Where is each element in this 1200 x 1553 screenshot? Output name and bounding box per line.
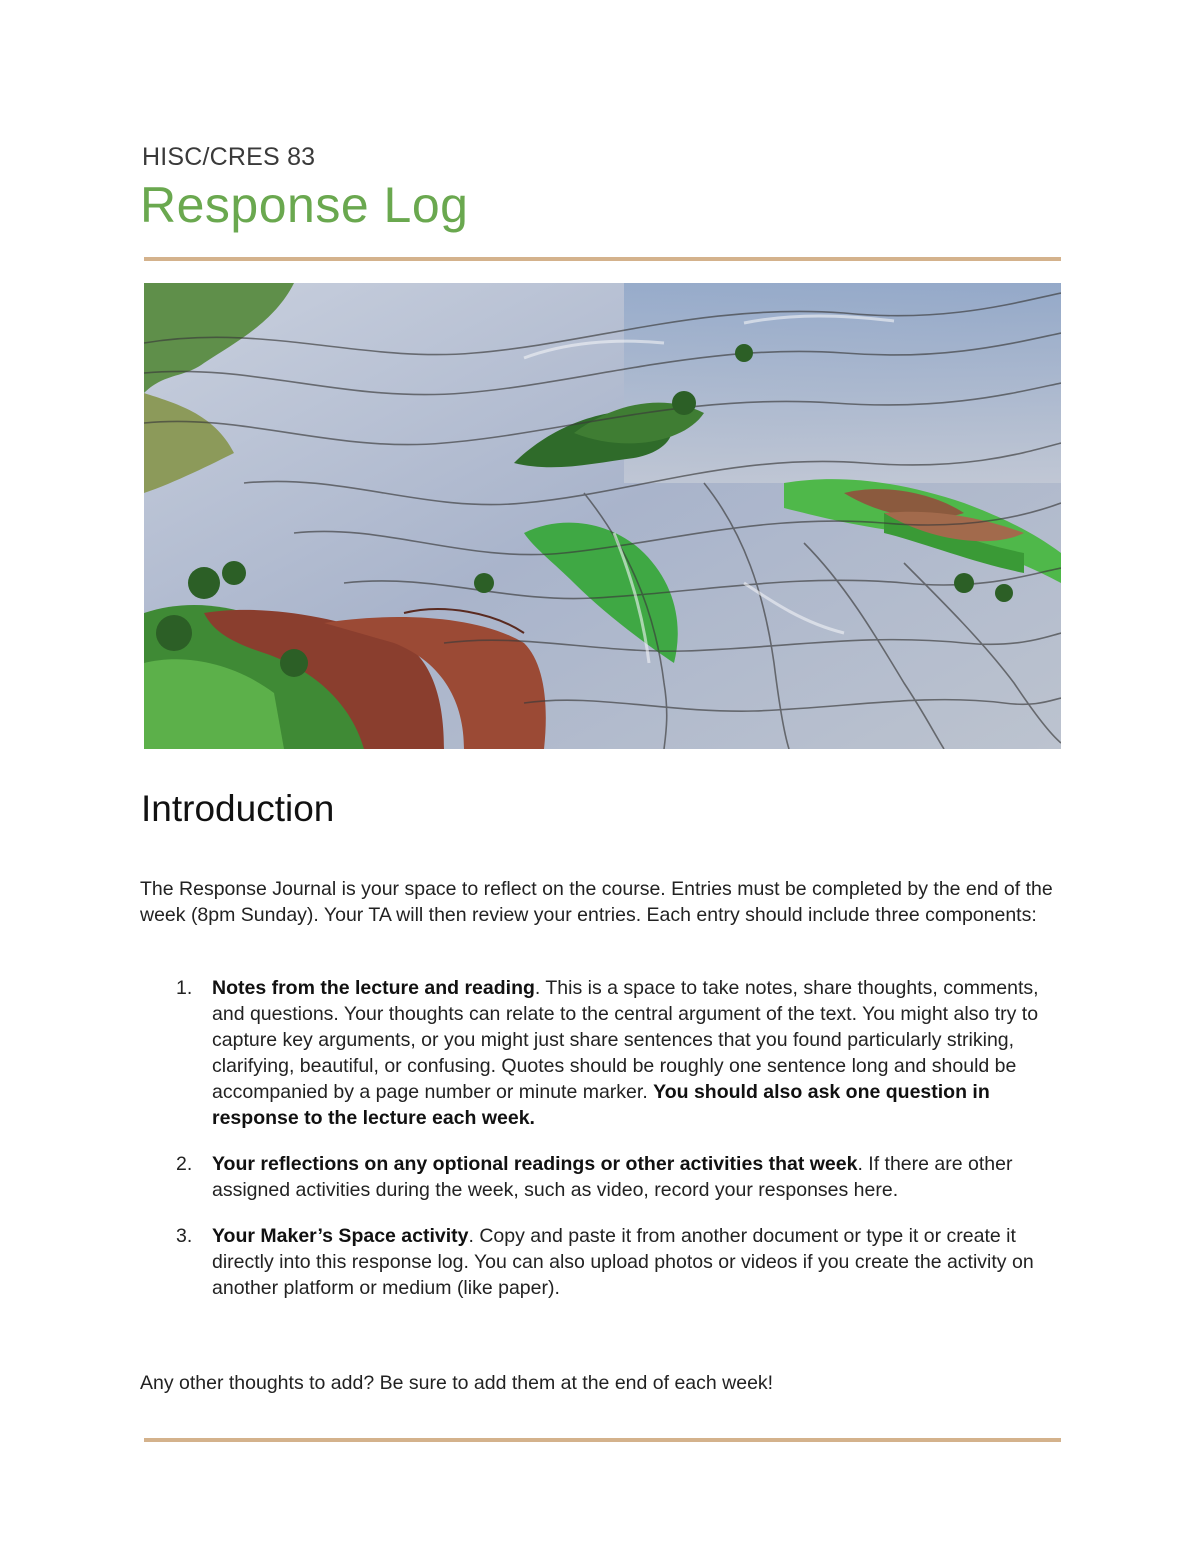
list-item-text: . This is a space to take notes, share thoughts, comments, and questions. Your thoughts can relate to the central argument of the text. You might also try to capture key arguments, or you might just share sentences that you found particularly striking, clarifying, beautiful, or confusing. Quotes should be roughly one sentence long and should be accompanied by a page number or minute marker. xyxy=(212,977,1039,1103)
list-item-emphasis: You should also ask one question in response to the lecture each week. xyxy=(212,1081,990,1129)
top-divider xyxy=(144,257,1061,261)
hero-image xyxy=(144,283,1061,749)
list-item-text: . If there are other assigned activities during the week, such as video, record your responses here. xyxy=(212,1153,1013,1201)
closing-text: Any other thoughts to add? Be sure to add them at the end of each week! xyxy=(140,1372,774,1394)
list-number: 1. xyxy=(176,977,193,999)
list-item-lead: Notes from the lecture and reading xyxy=(212,977,535,999)
list-number: 3. xyxy=(176,1225,193,1247)
list-number: 2. xyxy=(176,1153,193,1175)
section-heading: Introduction xyxy=(141,788,335,829)
list-item-text: . Copy and paste it from another document or type it or create it directly into this response log. You can also upload photos or videos if you create the activity on another platform or medium (like paper). xyxy=(212,1225,1034,1299)
intro-paragraph: The Response Journal is your space to reflect on the course. Entries must be completed by the end of the week (8pm Sunday). Your TA will then review your entries. Each entry should include three components: xyxy=(140,878,1053,926)
rice-terraces-illustration xyxy=(144,283,1061,749)
course-code: HISC/CRES 83 xyxy=(142,143,316,171)
list-item xyxy=(140,1151,1070,1203)
list-item xyxy=(140,1223,1070,1301)
list-item-lead: Your Maker’s Space activity xyxy=(212,1225,469,1247)
list-item-lead: Your reflections on any optional readings or other activities that week xyxy=(212,1153,858,1175)
component-list xyxy=(140,975,1070,1321)
list-item xyxy=(140,975,1070,1131)
bottom-divider xyxy=(144,1438,1061,1442)
page-title: Response Log xyxy=(140,177,469,233)
